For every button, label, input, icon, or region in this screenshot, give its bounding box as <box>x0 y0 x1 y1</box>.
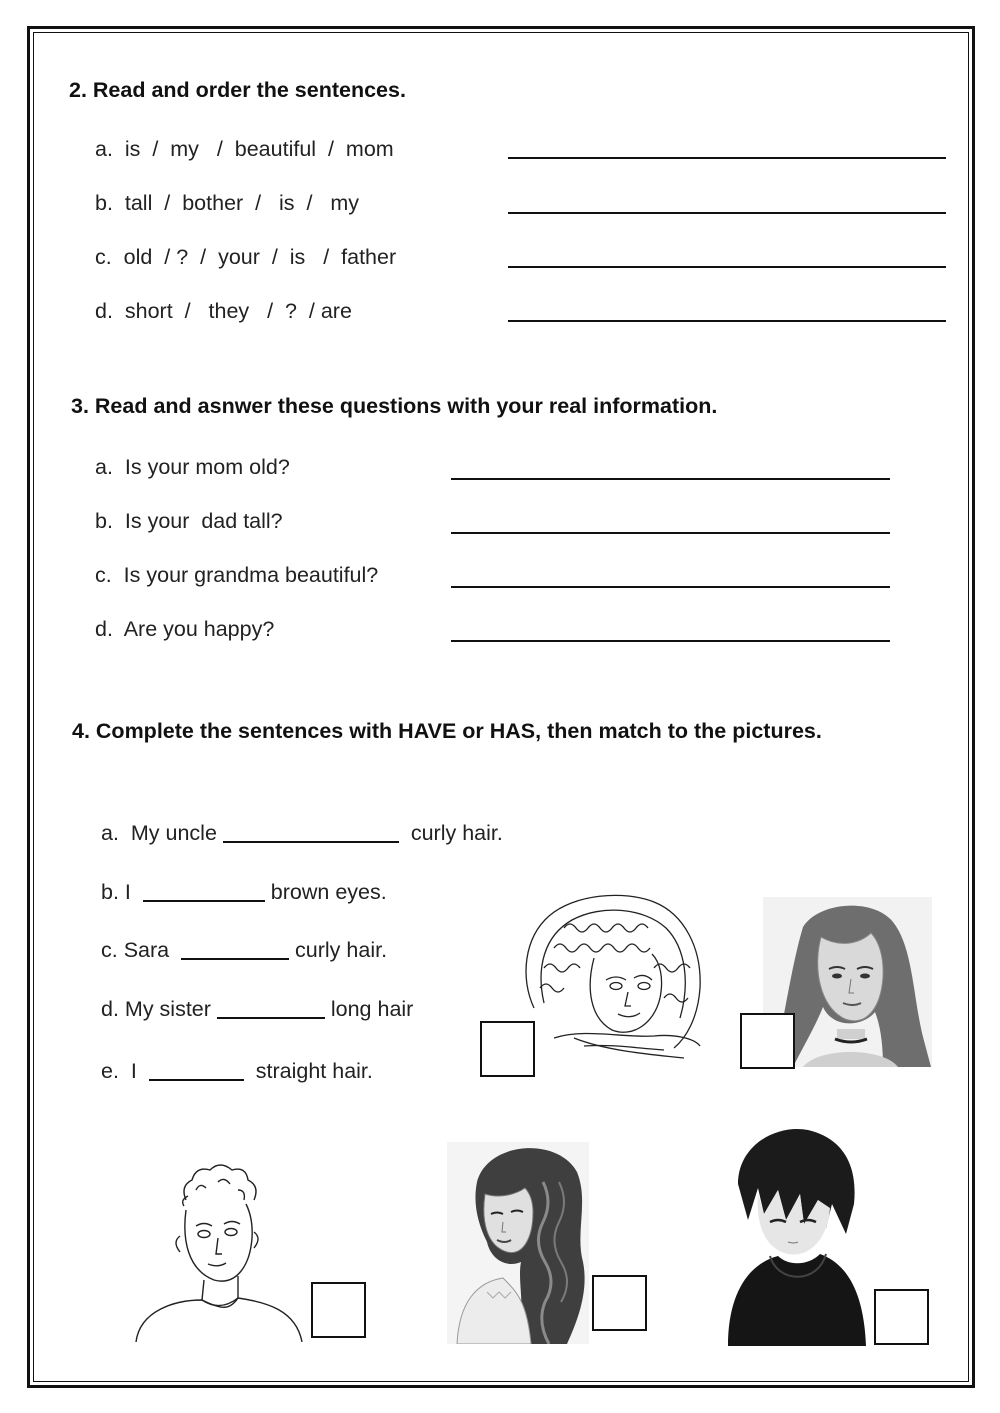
order-item-a: a. is / my / beautiful / mom <box>95 137 394 161</box>
answer-line-3b[interactable] <box>451 532 890 534</box>
match-box-5[interactable] <box>874 1289 929 1345</box>
complete-item-e <box>101 1059 373 1084</box>
section-3-heading: 3. Read and asnwer these questions with your real information. <box>71 394 718 418</box>
complete-item-b-end: brown eyes. <box>264 880 387 904</box>
answer-line-2b[interactable] <box>508 212 946 214</box>
curly-haired-girl-drawing <box>514 888 706 1068</box>
blank-4c[interactable] <box>181 940 289 960</box>
match-box-3[interactable] <box>311 1282 366 1338</box>
complete-item-c <box>101 938 387 963</box>
complete-item-d-start: d. My sister <box>101 997 217 1021</box>
answer-line-3a[interactable] <box>451 478 890 480</box>
complete-item-b <box>101 880 387 905</box>
answer-line-2d[interactable] <box>508 320 946 322</box>
blank-4b[interactable] <box>143 882 265 902</box>
complete-item-c-start: c. Sara <box>101 938 182 962</box>
question-item-b: b. Is your dad tall? <box>95 509 283 533</box>
blank-4d[interactable] <box>217 999 325 1019</box>
question-item-d: d. Are you happy? <box>95 617 275 641</box>
match-box-4[interactable] <box>592 1275 647 1331</box>
answer-line-3c[interactable] <box>451 586 890 588</box>
question-item-c: c. Is your grandma beautiful? <box>95 563 379 587</box>
answer-line-2c[interactable] <box>508 266 946 268</box>
section-4-heading: 4. Complete the sentences with HAVE or HAS, then match to the pictures. <box>72 719 822 743</box>
match-box-1[interactable] <box>480 1021 535 1077</box>
answer-line-3d[interactable] <box>451 640 890 642</box>
order-item-c: c. old / ? / your / is / father <box>95 245 397 269</box>
section-2-heading: 2. Read and order the sentences. <box>69 78 406 102</box>
order-item-d: d. short / they / ? / are <box>95 299 352 323</box>
complete-item-a-end: curly hair. <box>398 821 503 845</box>
complete-item-a-start: a. My uncle <box>101 821 223 845</box>
question-item-a: a. Is your mom old? <box>95 455 290 479</box>
blank-4e[interactable] <box>149 1061 244 1081</box>
complete-item-e-end: straight hair. <box>243 1059 373 1083</box>
order-item-b: b. tall / bother / is / my <box>95 191 360 215</box>
curly-haired-boy-drawing <box>126 1160 306 1342</box>
complete-item-d <box>101 997 413 1022</box>
complete-item-b-start: b. I <box>101 880 143 904</box>
anime-boy-straight-hair <box>708 1124 870 1346</box>
match-box-2[interactable] <box>740 1013 795 1069</box>
complete-item-a <box>101 821 503 846</box>
complete-item-d-end: long hair <box>324 997 414 1021</box>
answer-line-2a[interactable] <box>508 157 946 159</box>
blank-4a[interactable] <box>223 823 399 843</box>
wavy-long-haired-girl-sketch <box>447 1142 589 1344</box>
complete-item-c-end: curly hair. <box>289 938 388 962</box>
complete-item-e-start: e. I <box>101 1059 149 1083</box>
